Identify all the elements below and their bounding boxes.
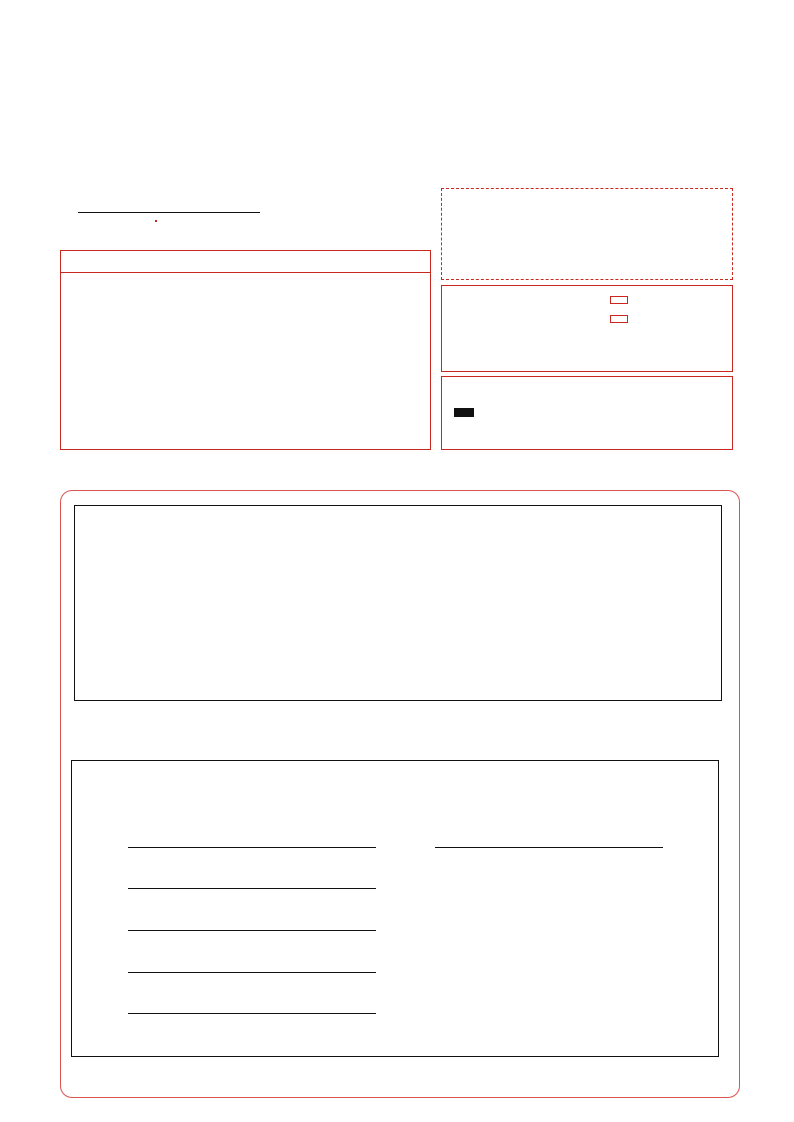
answer-line[interactable] bbox=[128, 930, 376, 931]
filled-mark-icon bbox=[454, 408, 474, 417]
name-line[interactable] bbox=[78, 199, 260, 213]
notice-heading bbox=[61, 251, 430, 273]
notice-body bbox=[61, 273, 430, 373]
examinee-forbidden-panel bbox=[441, 285, 733, 372]
notice-item bbox=[67, 301, 424, 325]
fill-sample-panel bbox=[441, 376, 733, 450]
notice-panel bbox=[60, 250, 431, 450]
notice-item bbox=[67, 325, 424, 349]
answer-line[interactable] bbox=[128, 888, 376, 889]
correct-fill-row bbox=[452, 405, 474, 419]
answer-line[interactable] bbox=[128, 972, 376, 973]
top-timing-marks bbox=[52, 38, 748, 52]
wrong-fill-row bbox=[452, 428, 460, 442]
open-response-section bbox=[71, 760, 719, 1057]
answer-line[interactable] bbox=[435, 847, 663, 848]
notice-item bbox=[67, 277, 424, 301]
id-boxes[interactable] bbox=[155, 220, 157, 222]
answer-line[interactable] bbox=[128, 1013, 376, 1014]
violation-mark-box[interactable] bbox=[610, 315, 628, 323]
answer-line[interactable] bbox=[128, 847, 376, 848]
name-field[interactable] bbox=[70, 198, 260, 213]
notice-item bbox=[67, 349, 424, 373]
absent-mark-box[interactable] bbox=[610, 296, 628, 304]
barcode-area bbox=[441, 188, 733, 280]
multiple-choice-section bbox=[74, 505, 722, 701]
